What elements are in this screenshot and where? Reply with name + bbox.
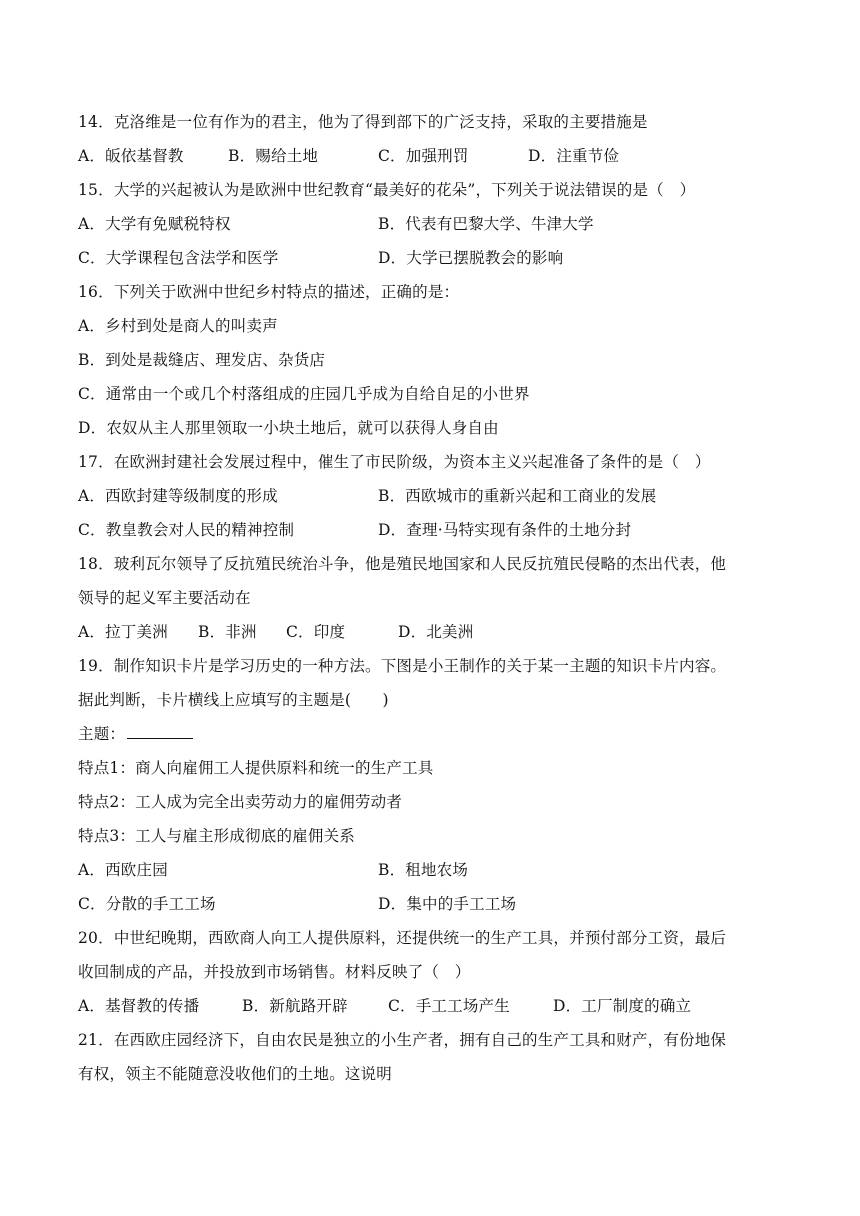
q16-option-a: A．乡村到处是商人的叫卖声 xyxy=(78,317,278,335)
q18-option-d: D．北美洲 xyxy=(398,623,474,641)
question-18-stem-line1: 18．玻利瓦尔领导了反抗殖民统治斗争，他是殖民地国家和人民反抗殖民侵略的杰出代表，他 xyxy=(78,555,727,573)
q18-option-b: B．非洲 xyxy=(198,623,257,641)
card-topic-label: 主题： xyxy=(78,725,126,743)
card-point-3: 特点3：工人与雇主形成彻底的雇佣关系 xyxy=(78,827,355,845)
q20-option-c: C．手工工场产生 xyxy=(388,997,510,1015)
question-21-stem-line1: 21．在西欧庄园经济下，自由农民是独立的小生产者，拥有自己的生产工具和财产，有份地保 xyxy=(78,1031,727,1049)
knowledge-card-topic xyxy=(78,724,193,744)
q17-option-c: C．教皇教会对人民的精神控制 xyxy=(78,521,295,539)
q15-option-c: C．大学课程包含法学和医学 xyxy=(78,249,279,267)
q20-option-a: A．基督教的传播 xyxy=(78,997,200,1015)
topic-blank-line xyxy=(127,724,193,739)
q19-option-c: C．分散的手工工场 xyxy=(78,895,216,913)
question-16-stem: 16．下列关于欧洲中世纪乡村特点的描述，正确的是： xyxy=(78,283,460,301)
question-20-stem-line2: 收回制成的产品，并投放到市场销售。材料反映了（ ） xyxy=(78,963,471,981)
q14-option-a: A．皈依基督教 xyxy=(78,147,184,165)
question-14-stem: 14．克洛维是一位有作为的君主，他为了得到部下的广泛支持，采取的主要措施是 xyxy=(78,113,648,131)
question-21-stem-line2: 有权，领主不能随意没收他们的土地。这说明 xyxy=(78,1065,393,1083)
q17-option-d: D．查理·马特实现有条件的土地分封 xyxy=(378,521,632,539)
card-point-2: 特点2：工人成为完全出卖劳动力的雇佣劳动者 xyxy=(78,793,403,811)
q17-option-a: A．西欧封建等级制度的形成 xyxy=(78,487,278,505)
q16-option-d: D．农奴从主人那里领取一小块土地后，就可以获得人身自由 xyxy=(78,419,499,437)
q15-option-a: A．大学有免赋税特权 xyxy=(78,215,231,233)
q19-option-d: D．集中的手工工场 xyxy=(378,895,517,913)
question-18-stem-line2: 领导的起义军主要活动在 xyxy=(78,589,251,607)
q18-option-a: A．拉丁美洲 xyxy=(78,623,168,641)
q19-option-b: B．租地农场 xyxy=(378,861,469,879)
question-19-stem-line2: 据此判断，卡片横线上应填写的主题是( ) xyxy=(78,691,389,709)
card-point-1: 特点1：商人向雇佣工人提供原料和统一的生产工具 xyxy=(78,759,434,777)
q20-option-b: B．新航路开辟 xyxy=(242,997,348,1015)
question-15-stem: 15．大学的兴起被认为是欧洲中世纪教育“最美好的花朵”，下列关于说法错误的是（ ） xyxy=(78,181,696,199)
q14-option-b: B．赐给土地 xyxy=(228,147,319,165)
question-19-stem-line1: 19．制作知识卡片是学习历史的一种方法。下图是小王制作的关于某一主题的知识卡片内容。 xyxy=(78,657,727,675)
q20-option-d: D．工厂制度的确立 xyxy=(553,997,692,1015)
q16-option-b: B．到处是裁缝店、理发店、杂货店 xyxy=(78,351,326,369)
q14-option-c: C．加强刑罚 xyxy=(378,147,469,165)
q15-option-d: D．大学已摆脱教会的影响 xyxy=(378,249,564,267)
q16-option-c: C．通常由一个或几个村落组成的庄园几乎成为自给自足的小世界 xyxy=(78,385,530,403)
q14-option-d: D．注重节俭 xyxy=(528,147,620,165)
q17-option-b: B．西欧城市的重新兴起和工商业的发展 xyxy=(378,487,657,505)
question-17-stem: 17．在欧洲封建社会发展过程中，催生了市民阶级，为资本主义兴起准备了条件的是（ ） xyxy=(78,453,711,471)
q18-option-c: C．印度 xyxy=(286,623,346,641)
question-20-stem-line1: 20．中世纪晚期，西欧商人向工人提供原料，还提供统一的生产工具，并预付部分工资，最后 xyxy=(78,929,727,947)
q19-option-a: A．西欧庄园 xyxy=(78,861,168,879)
q15-option-b: B．代表有巴黎大学、牛津大学 xyxy=(378,215,594,233)
